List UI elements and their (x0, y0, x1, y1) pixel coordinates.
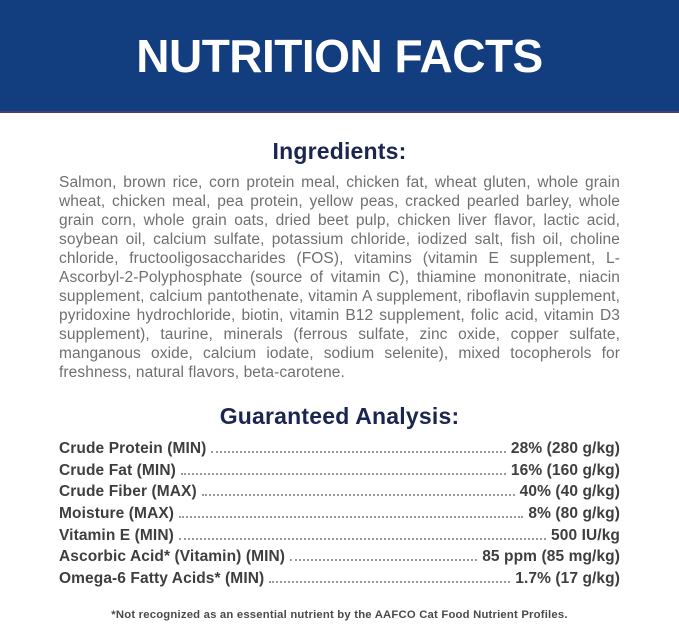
table-row (59, 527, 620, 549)
dot-leader (202, 494, 515, 496)
analysis-row-value: 85 ppm (85 mg/kg) (482, 548, 620, 566)
analysis-row-label: Moisture (MAX) (59, 505, 175, 523)
analysis-row-value: 500 IU/kg (551, 526, 620, 544)
analysis-row-value: 8% (80 g/kg) (528, 505, 620, 523)
guaranteed-analysis-heading: Guaranteed Analysis: (219, 403, 460, 429)
analysis-row-label: Crude Protein (MIN) (59, 440, 207, 457)
analysis-row-label: Crude Fiber (MAX) (59, 483, 197, 501)
analysis-row-label: Ascorbic Acid* (Vitamin) (MIN) (59, 548, 286, 566)
ingredients-paragraph: Salmon, brown rice, corn protein meal, chicken fat, wheat gluten, whole grain wheat, chicken meal, pea protein, yellow peas, cracked pearled barley, whole grain corn, whole grain oats, dried beet pulp, chicken liver flavor, lactic acid, soybean oil, calcium sulfate, potassium chloride, iodized salt, fish oil, choline chloride, fructooligosaccharides (FOS), vitamins (vitamin E supplement, L-Ascorbyl-2-Polyphosphate (source of vitamin C), thiamine mononitrate, niacin supplement, calcium pantothenate, vitamin A supplement, riboflavin supplement, pyridoxine hydrochloride, biotin, vitamin B12 supplement, folic acid, vitamin D3 supplement), taurine, minerals (ferrous sulfate, zinc oxide, copper sulfate, manganous oxide, calcium iodate, sodium selenite), mixed tocopherols for freshness, natural flavors, beta-carotene. (59, 174, 620, 381)
analysis-row-value: 16% (160 g/kg) (510, 461, 620, 479)
page-title: NUTRITION FACTS (136, 29, 543, 82)
table-row (59, 440, 620, 462)
dot-leader (179, 538, 546, 540)
table-row (59, 462, 620, 484)
table-row (59, 505, 620, 527)
analysis-row-value: 40% (40 g/kg) (519, 483, 620, 501)
dot-leader (179, 516, 523, 518)
analysis-row-value: 28% (280 g/kg) (510, 440, 620, 457)
dot-leader (181, 473, 506, 475)
table-row (59, 548, 620, 570)
table-row (59, 570, 620, 592)
analysis-row-label: Vitamin E (MIN) (59, 526, 174, 544)
dot-leader (269, 581, 510, 583)
table-row (59, 483, 620, 505)
aafco-footnote: *Not recognized as an essential nutrient by the AAFCO Cat Food Nutrient Profiles. (111, 608, 568, 621)
dot-leader (211, 451, 505, 453)
dot-leader (290, 559, 477, 561)
analysis-row-value: 1.7% (17 g/kg) (515, 570, 620, 588)
ingredients-heading: Ingredients: (272, 138, 407, 164)
analysis-row-label: Crude Fat (MIN) (59, 461, 176, 479)
analysis-row-label: Omega-6 Fatty Acids* (MIN) (59, 570, 265, 588)
header-band (0, 0, 679, 113)
guaranteed-analysis-table (59, 440, 620, 592)
